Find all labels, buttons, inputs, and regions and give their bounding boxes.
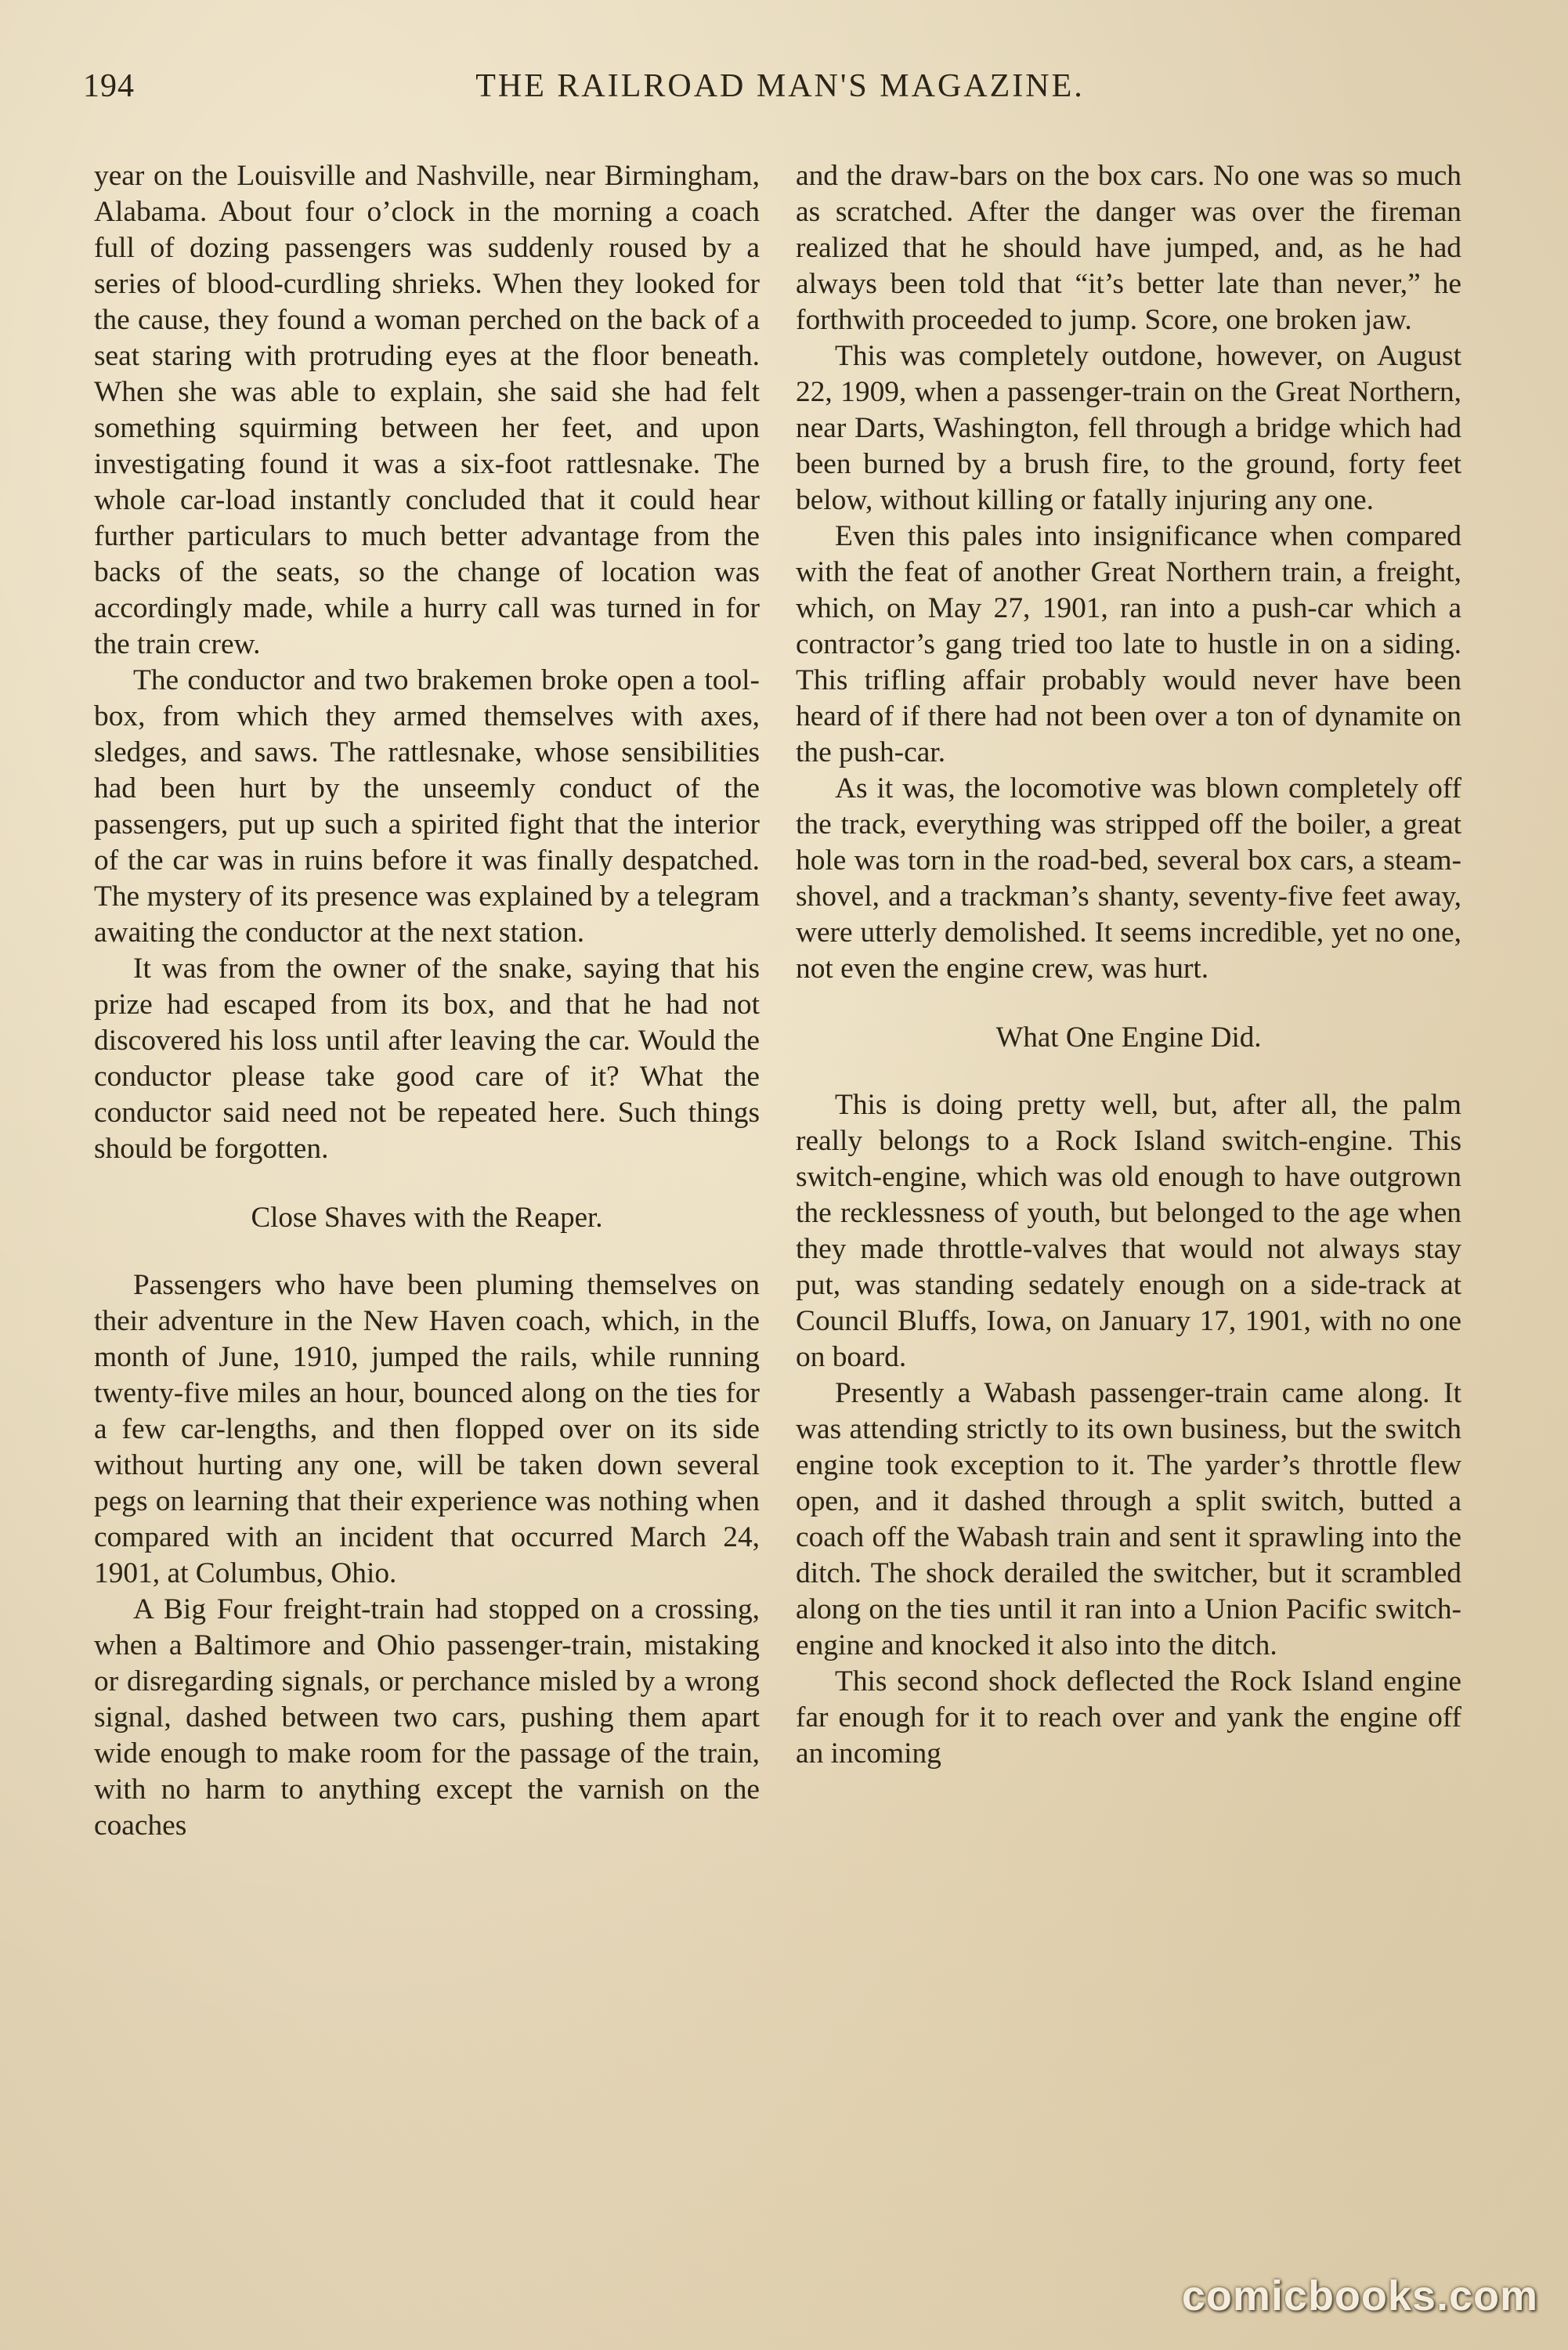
section-heading: Close Shaves with the Reaper.	[251, 1202, 603, 1234]
paragraph: A Big Four freight-train had stopped on a crossing, when a Baltimore and Ohio passenger-train, mistaking or disregarding signals, or perchance misled by a wrong signal, dashed between two cars, pushing them apart wide enough to make room for the passage of the train, with no harm to anything except the varnish on the coaches	[94, 1593, 760, 1842]
page-number: 194	[83, 68, 135, 104]
paragraph: This was completely outdone, however, on August 22, 1909, when a passenger-train on the Great Northern, near Darts, Washington, fell through a bridge which had been burned by a brush fire, to the ground, forty feet below, without killing or fatally injuring any one.	[796, 340, 1461, 516]
running-title: THE RAILROAD MAN'S MAGAZINE.	[475, 68, 1085, 104]
left-column	[94, 158, 760, 1844]
paragraph: The conductor and two brakemen broke open a tool-box, from which they armed themselves with axes, sledges, and saws. The rattlesnake, whose sensibilities had been hurt by the unseemly conduct of the passengers, put up such a spirited fight that the interior of the car was in ruins before it was finally despatched. The mystery of its presence was explained by a telegram awaiting the conductor at the next station.	[94, 664, 760, 949]
paragraph: This is doing pretty well, but, after all, the palm really belongs to a Rock Island switch-engine. This switch-engine, which was old enough to have outgrown the recklessness of youth, but belonged to the age when they made throttle-valves that would not always stay put, was standing sedately enough on a side-track at Council Bluffs, Iowa, on January 17, 1901, with no one on board.	[796, 1089, 1461, 1373]
right-column	[796, 158, 1461, 1772]
paragraph: Presently a Wabash passenger-train came along. It was attending strictly to its own business, but the switch engine took exception to it. The yarder’s throttle flew open, and it dashed through a split switch, butted a coach off the Wabash train and sent it sprawling into the ditch. The shock derailed the switcher, but it scrambled along on the ties until it ran into a Union Pacific switch-engine and knocked it also into the ditch.	[796, 1377, 1461, 1661]
paragraph: As it was, the locomotive was blown completely off the track, everything was stripped off the boiler, a great hole was torn in the road-bed, several box cars, a steam-shovel, and a trackman’s shanty, seventy-five feet away, were utterly demolished. It seems incredible, yet no one, not even the engine crew, was hurt.	[796, 772, 1461, 985]
section-heading: What One Engine Did.	[995, 1021, 1262, 1054]
paragraph: Passengers who have been pluming themselves on their adventure in the New Haven coach, which, in the month of June, 1910, jumped the rails, while running twenty-five miles an hour, bounced along on the ties for a few car-lengths, and then flopped over on its side without hurting any one, will be taken down several pegs on learning that their experience was nothing when compared with an incident that occurred March 24, 1901, at Columbus, Ohio.	[94, 1269, 760, 1589]
paragraph: year on the Louisville and Nashville, near Birmingham, Alabama. About four o’clock in the morning a coach full of dozing passengers was suddenly roused by a series of blood-curdling shrieks. When they looked for the cause, they found a woman perched on the back of a seat staring with protruding eyes at the floor beneath. When she was able to explain, she said she had felt something squirming between her feet, and upon investigating found it was a six-foot rattlesnake. The whole car-load instantly concluded that it could hear further particulars to much better advantage from the backs of the seats, so the change of location was accordingly made, while a hurry call was turned in for the train crew.	[94, 160, 760, 660]
page-header	[83, 67, 1477, 114]
watermark-logo: comicbooks.com	[1181, 2272, 1538, 2319]
paragraph: Even this pales into insignificance when compared with the feat of another Great Northern train, a freight, which, on May 27, 1901, ran into a push-car which a contractor’s gang tried too late to hustle in on a siding. This trifling affair probably would never have been heard of if there had not been over a ton of dynamite on the push-car.	[796, 520, 1461, 768]
paragraph: This second shock deflected the Rock Island engine far enough for it to reach over and yank the engine off an incoming	[796, 1665, 1461, 1770]
paragraph: and the draw-bars on the box cars. No one was so much as scratched. After the danger was over the fireman realized that he should have jumped, and, as he had always been told that “it’s better late than never,” he forthwith proceeded to jump. Score, one broken jaw.	[796, 160, 1461, 336]
paragraph: It was from the owner of the snake, saying that his prize had escaped from its box, and that he had not discovered his loss until after leaving the car. Would the conductor please take good care of it? What the conductor said need not be repeated here. Such things should be forgotten.	[94, 953, 760, 1165]
